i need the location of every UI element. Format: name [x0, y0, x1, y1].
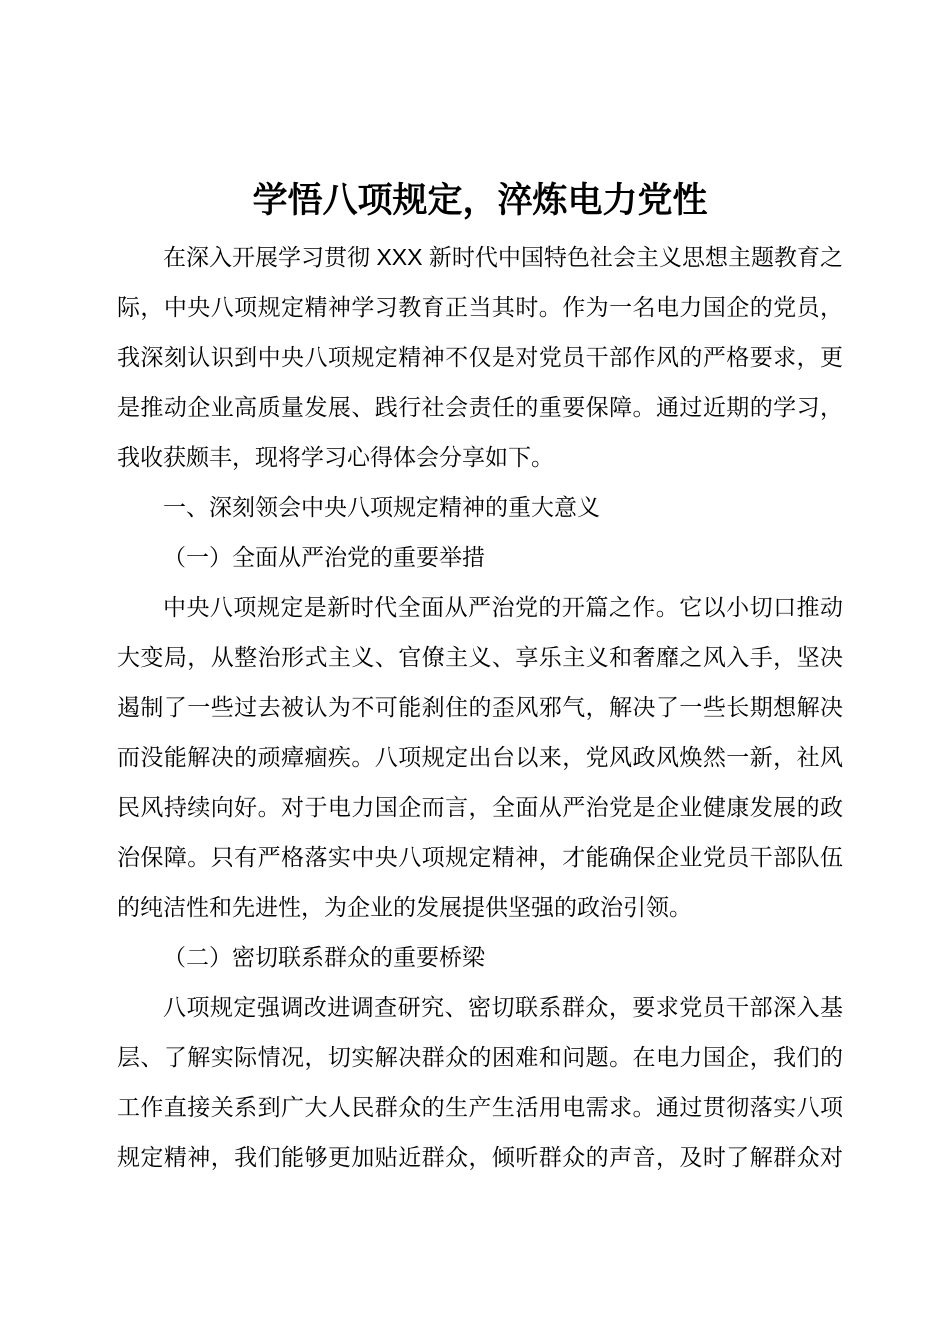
paragraph: 中央八项规定是新时代全面从严治党的开篇之作。它以小切口推动大变局，从整治形式主义、官僚主义、享乐主义和奢靡之风入手，坚决遏制了一些过去被认为不可能刹住的歪风邪气，解决了一些长期想解决而没能解决的顽瘴痼疾。八项规定出台以来，党风政风焕然一新，社风民风持续向好。对于电力国企而言，全面从严治党是企业健康发展的政治保障。只有严格落实中央八项规定精神，才能确保企业党员干部队伍的纯洁性和先进性，为企业的发展提供坚强的政治引领。 — [117, 594, 843, 920]
paragraph: 在深入开展学习贯彻 XXX 新时代中国特色社会主义思想主题教育之际，中央八项规定精神学习教育正当其时。作为一名电力国企的党员，我深刻认识到中央八项规定精神不仅是对党员干部作风的严格要求，更是推动企业高质量发展、践行社会责任的重要保障。通过近期的学习，我收获颇丰，现将学习心得体会分享如下。 — [117, 244, 843, 470]
section-heading: 一、深刻领会中央八项规定精神的重大意义 — [163, 494, 600, 520]
subsection-heading: （一）全面从严治党的重要举措 — [163, 544, 485, 570]
document-content — [117, 170, 843, 1182]
document-body — [117, 232, 843, 1182]
subsection-heading: （二）密切联系群众的重要桥梁 — [163, 944, 485, 970]
paragraph: 八项规定强调改进调查研究、密切联系群众，要求党员干部深入基层、了解实际情况，切实解决群众的困难和问题。在电力国企，我们的工作直接关系到广大人民群众的生产生活用电需求。通过贯彻落实八项规定精神，我们能够更加贴近群众，倾听群众的声音，及时了解群众对 — [117, 994, 843, 1170]
document-title: 学悟八项规定，淬炼电力党性 — [252, 181, 708, 220]
